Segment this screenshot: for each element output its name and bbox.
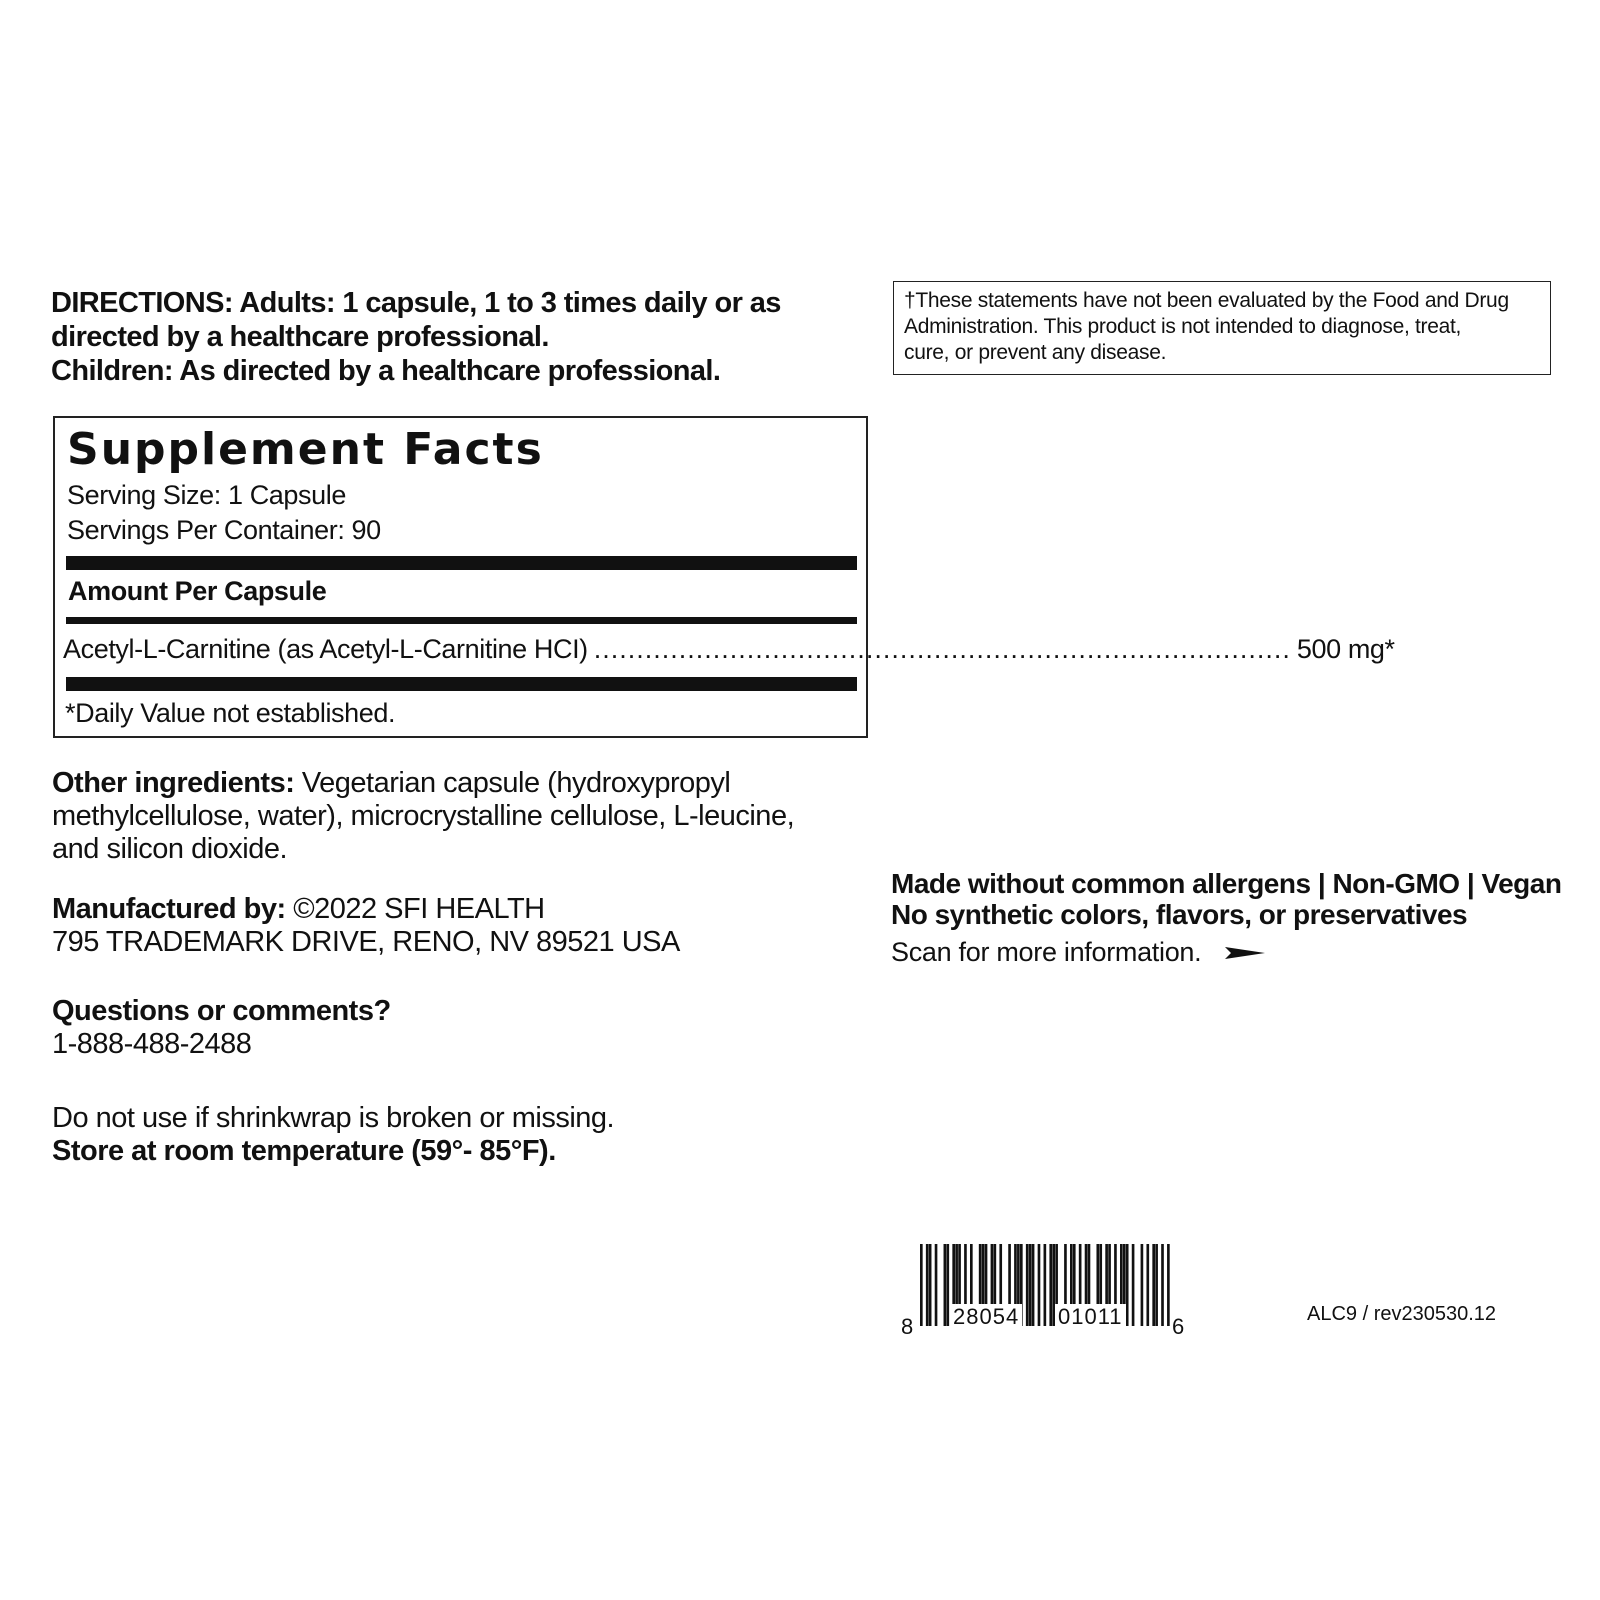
claims-line: No synthetic colors, flavors, or preservatives (891, 899, 1468, 930)
ingredient-row (63, 634, 1395, 665)
manufacturer-address: 795 TRADEMARK DRIVE, RENO, NV 89521 USA (52, 926, 680, 958)
leader-dots: .................................................................................. (593, 634, 1291, 664)
other-ingredients-text: methylcellulose, water), microcrystalline cellulose, L-leucine, (52, 800, 795, 832)
thick-divider (66, 677, 857, 691)
barcode-bar (935, 1244, 938, 1326)
amount-per-capsule-header: Amount Per Capsule (68, 576, 327, 606)
ingredient-name: Acetyl-L-Carnitine (as Acetyl-L-Carnitine HCI) (63, 634, 588, 664)
barcode-bar (1155, 1244, 1158, 1326)
supplement-facts-title: Supplement Facts (67, 424, 544, 475)
barcode-digit-right: 6 (1172, 1314, 1185, 1339)
disclaimer-line: †These statements have not been evaluated by the Food and Drug (904, 289, 1509, 312)
directions-line: directed by a healthcare professional. (51, 321, 549, 353)
directions (51, 286, 831, 388)
other-ingredients-label: Other ingredients: (52, 767, 295, 799)
storage-section (52, 1102, 614, 1168)
medium-divider (66, 617, 857, 624)
arrow-right-icon (1225, 945, 1265, 961)
directions-line: DIRECTIONS: Adults: 1 capsule, 1 to 3 times daily or as (51, 287, 781, 319)
barcode-bar (1152, 1244, 1155, 1326)
scan-text: Scan for more information. (891, 937, 1202, 967)
ingredient-amount: 500 mg* (1296, 634, 1395, 664)
barcode-bar (1146, 1244, 1149, 1326)
disclaimer-line: cure, or prevent any disease. (904, 341, 1167, 364)
barcode (901, 1244, 1185, 1339)
barcode-bar (1141, 1244, 1144, 1326)
barcode-bar (1032, 1244, 1035, 1326)
supplement-facts-panel (53, 416, 1395, 738)
thick-divider (66, 556, 857, 570)
barcode-bar (1167, 1244, 1170, 1326)
manufacturer-name: ©2022 SFI HEALTH (285, 893, 545, 925)
product-claims (891, 868, 1561, 930)
barcode-digits-left-group: 28054 (950, 1304, 1022, 1330)
directions-line: Children: As directed by a healthcare professional. (51, 355, 721, 387)
phone-number: 1-888-488-2488 (52, 1028, 252, 1060)
barcode-bar (1049, 1244, 1052, 1326)
claims-line: Made without common allergens | Non-GMO | Vegan (891, 868, 1562, 899)
barcode-bar (944, 1244, 947, 1326)
manufacturer (52, 893, 680, 959)
barcode-bar (920, 1244, 923, 1326)
barcode-bar (1026, 1244, 1029, 1326)
barcode-bar (1029, 1244, 1032, 1326)
other-ingredients (52, 767, 852, 866)
barcode-digits-right-group: 01011 (1055, 1304, 1126, 1330)
barcode-bar (1126, 1244, 1129, 1326)
manufacturer-label: Manufactured by: (52, 893, 286, 925)
other-ingredients-text: Vegetarian capsule (hydroxypropyl (294, 767, 731, 799)
daily-value-footnote: *Daily Value not established. (65, 698, 396, 728)
disclaimer-line: Administration. This product is not intended to diagnose, treat, (904, 315, 1462, 338)
servings-per-container: Servings Per Container: 90 (67, 515, 381, 545)
serving-size: Serving Size: 1 Capsule (67, 480, 346, 510)
barcode-bar (946, 1244, 949, 1326)
other-ingredients-text: and silicon dioxide. (52, 833, 288, 865)
contact-section (52, 995, 391, 1061)
barcode-bar (1044, 1244, 1047, 1326)
questions-label: Questions or comments? (52, 995, 391, 1027)
scan-prompt (891, 937, 1265, 968)
fda-disclaimer-box (893, 281, 1551, 375)
shrinkwrap-warning: Do not use if shrinkwrap is broken or missing. (52, 1102, 615, 1134)
storage-temperature: Store at room temperature (59°- 85°F). (52, 1135, 556, 1167)
barcode-bar (1132, 1244, 1135, 1326)
barcode-digit-left: 8 (901, 1314, 914, 1339)
barcode-bar (1161, 1244, 1164, 1326)
revision-code: ALC9 / rev230530.12 (1307, 1303, 1497, 1325)
barcode-bar (1038, 1244, 1041, 1326)
barcode-bar (926, 1244, 929, 1326)
barcode-bar (929, 1244, 932, 1326)
